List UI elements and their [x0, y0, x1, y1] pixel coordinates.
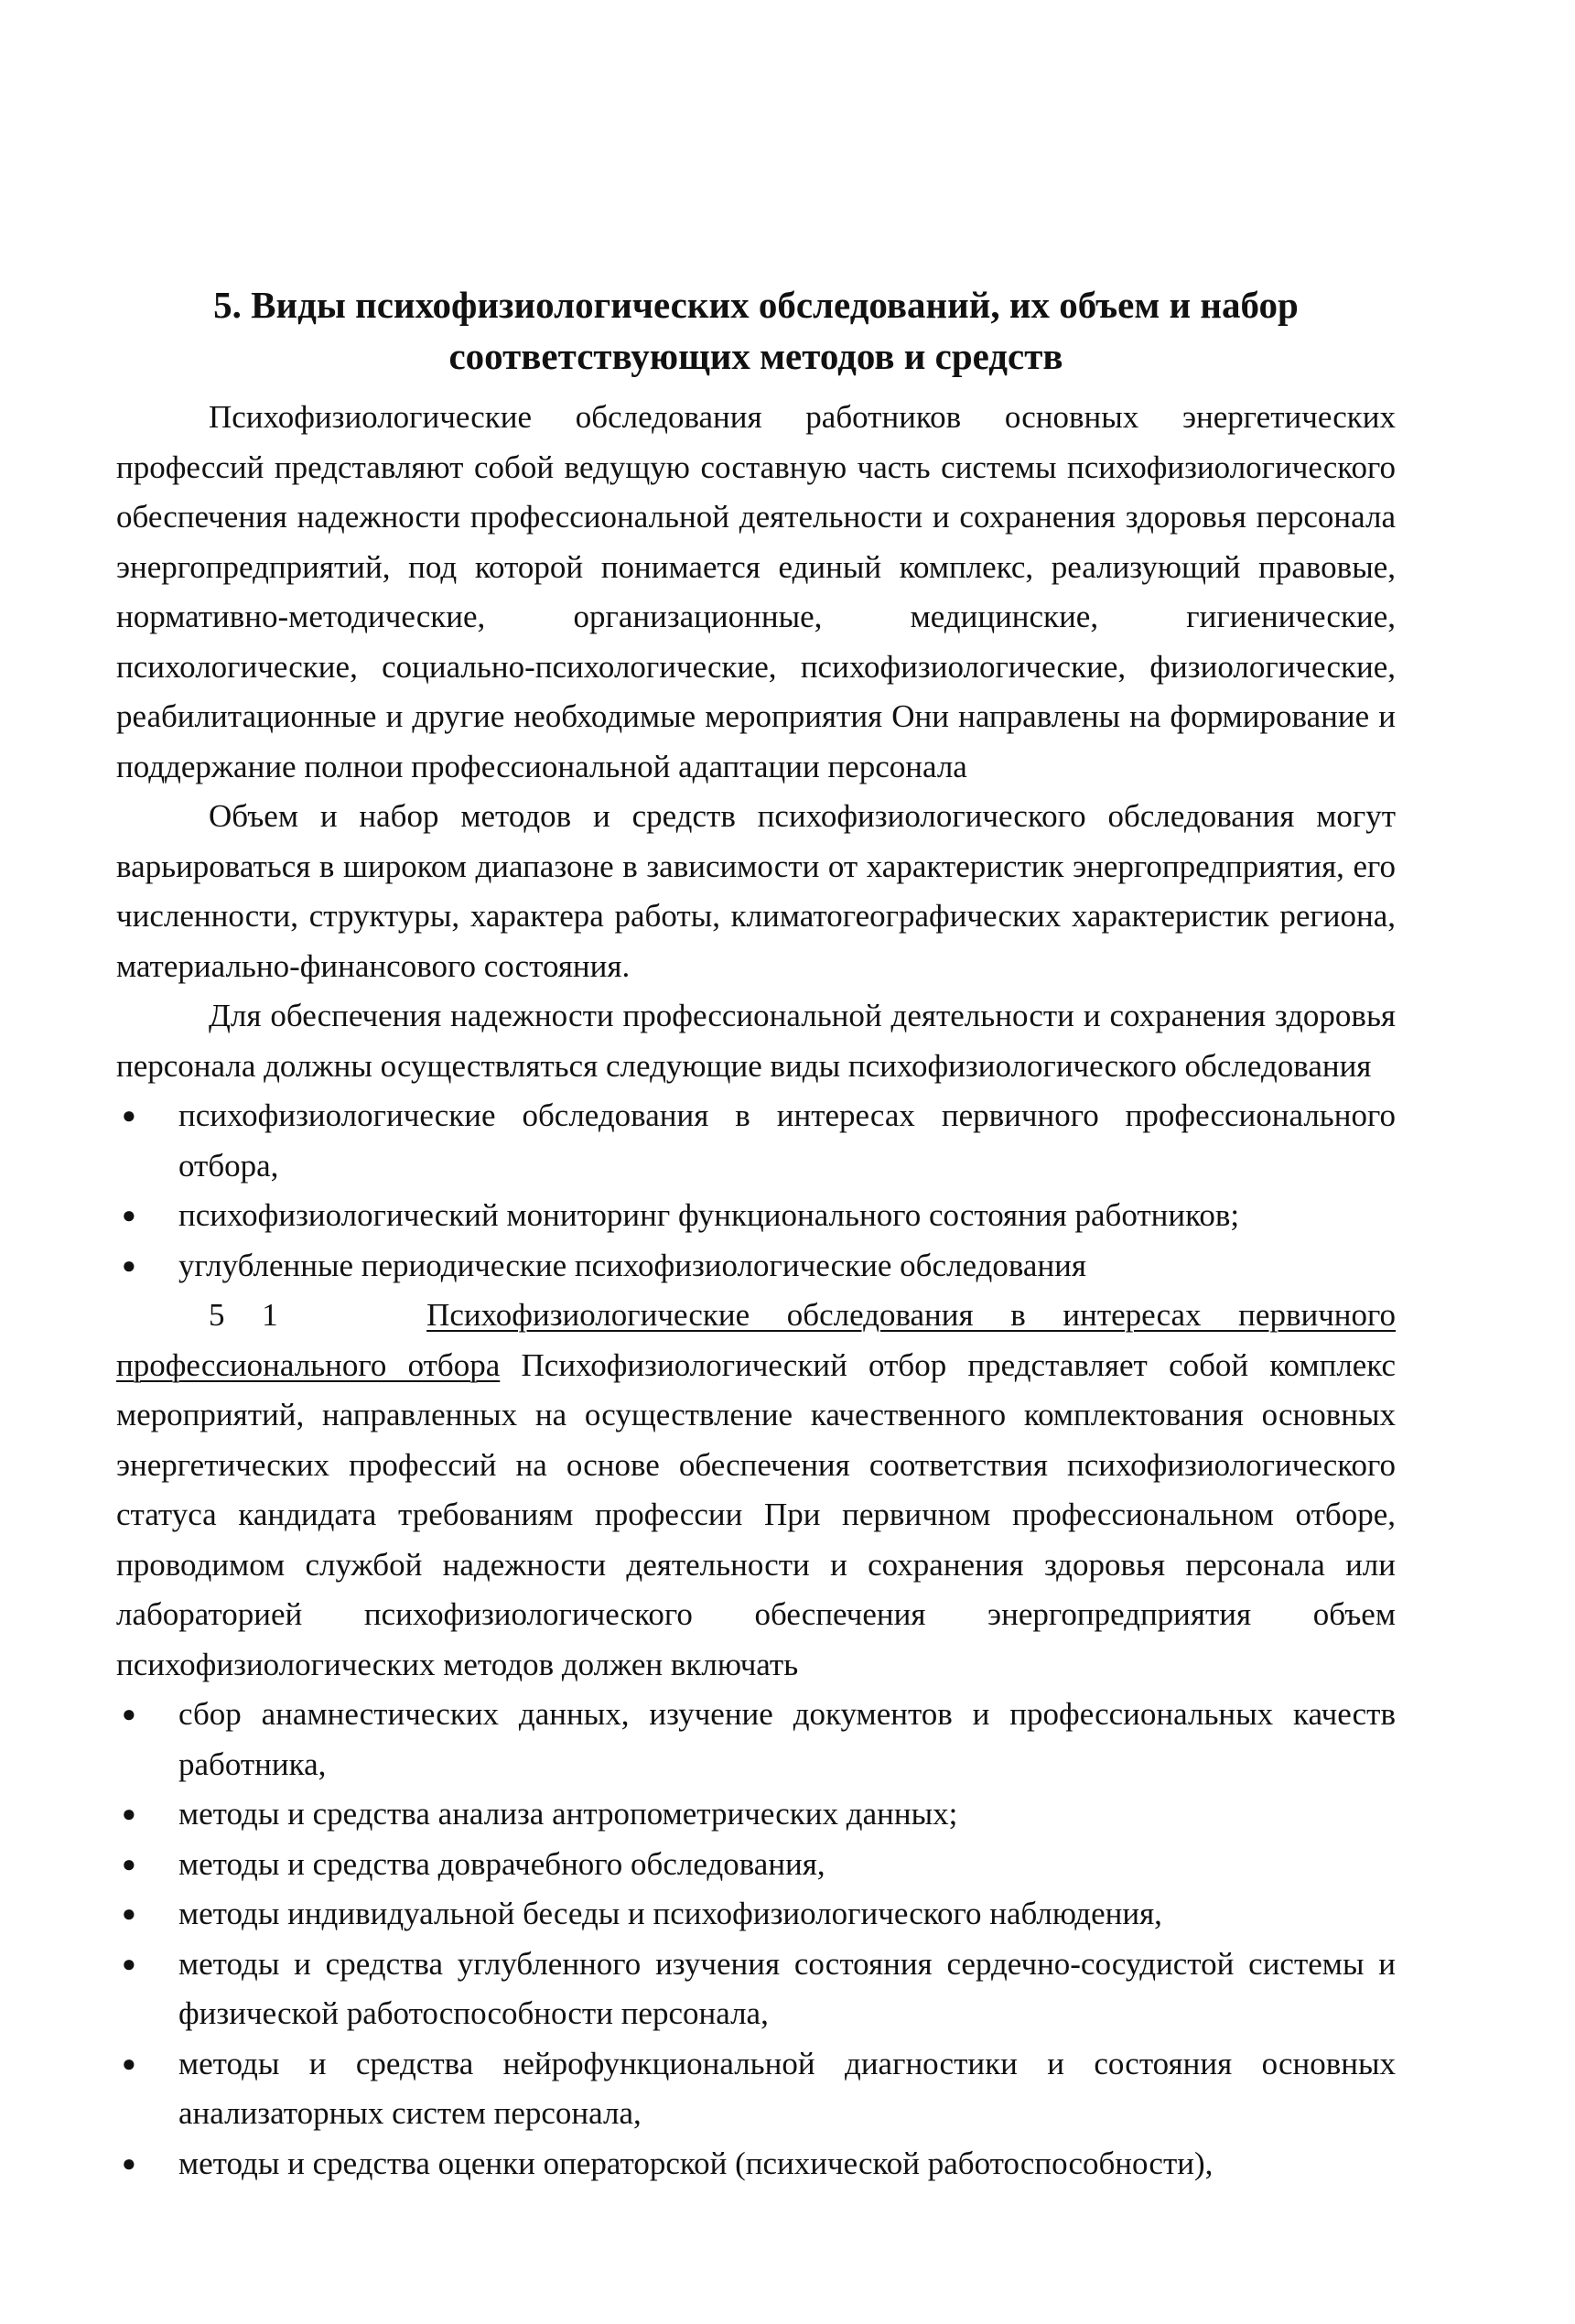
bullet-icon: ●	[122, 1202, 136, 1228]
list-item	[116, 2039, 1396, 2139]
list-item	[116, 1940, 1396, 2039]
subsection-5-1	[116, 1291, 1396, 1690]
list-item	[116, 1889, 1396, 1940]
bullet-icon: ●	[122, 1850, 136, 1877]
subsection-title: Психофизиологические обследования в интересах первичного профессионального отбора	[116, 1297, 1397, 1383]
list-item	[116, 2139, 1396, 2189]
list-item-text: методы и средства нейрофункциональной диагностики и состояния основных анализаторных систем персонала,	[178, 2045, 1396, 2131]
subsection-text: Психофизиологический отбор представляет собой комплекс мероприятий, направленных на осуществление качественного комплектования основных энергетических профессий на основе обеспечения соответствия психофизиологического статуса кандидата требованиям профессии При первичном профессиональном отборе, проводимом службой надежности деятельности и сохранения здоровья персонала или лабораторией психофизиологического обеспечения энергопредприятия объем психофизиологических методов должен включать	[116, 1346, 1396, 1682]
bullet-icon: ●	[122, 1900, 136, 1927]
list-item	[116, 1789, 1396, 1840]
bullet-icon: ●	[122, 2049, 136, 2077]
paragraph-scope: Объем и набор методов и средств психофизиологического обследования могут варьироваться в широком диапазоне в зависимости от характеристик энергопредприятия, его численности, структуры, характера работы, климатогеографических характеристик региона, материально-финансового состояния.	[116, 798, 1396, 984]
paragraph-types-intro: Для обеспечения надежности профессиональной деятельности и сохранения здоровья персонала должны осуществляться следующие виды психофизиологического обследования	[116, 998, 1396, 1084]
list-item-text: методы и средства доврачебного обследования,	[178, 1845, 825, 1882]
bullet-icon: ●	[122, 1251, 136, 1279]
list-item-text: методы и средства оценки операторской (психической работоспособности),	[178, 2145, 1214, 2181]
page-content	[116, 279, 1396, 2189]
list-item	[116, 1241, 1396, 1292]
list-item-text: психофизиологический мониторинг функционального состояния работников;	[178, 1197, 1240, 1233]
bullet-icon: ●	[122, 1800, 136, 1827]
bullet-icon: ●	[122, 1950, 136, 1977]
list-item-text: методы индивидуальной беседы и психофизиологического наблюдения,	[178, 1896, 1162, 1931]
subsection-number: 5 1	[209, 1297, 278, 1333]
bullet-icon: ●	[122, 2149, 136, 2177]
bullet-icon: ●	[122, 1701, 136, 1727]
list-item	[116, 1191, 1396, 1241]
list-item	[116, 1840, 1396, 1890]
paragraph-intro: Психофизиологические обследования работников основных энергетических профессий представляют собой ведущую составную часть системы психофизиологического обеспечения надежности профессиональной деятельности и сохранения здоровья персонала энергопредприятий, под которой понимается единый комплекс, реализующий правовые, нормативно-методические, организационные, медицинские, гигиенические, психологические, социально-психологические, психофизиологические, физиологические, реабилитационные и другие необходимые мероприятия Они направлены на формирование и поддержание полнои профессиональной адаптации персонала	[116, 399, 1396, 784]
bullet-icon: ●	[122, 1102, 136, 1129]
list-item-text: методы и средства углубленного изучения состояния сердечно-сосудистой системы и физической работоспособности персонала,	[178, 1945, 1396, 2031]
list-item-text: сбор анамнестических данных, изучение документов и профессиональных качеств работника,	[178, 1696, 1396, 1782]
section-heading: 5. Виды психофизиологических обследований, их объем и набор соответствующих методов и средств	[213, 284, 1299, 377]
bullet-list-exam-types	[116, 1091, 1396, 1291]
bullet-list-selection-methods	[116, 1690, 1396, 2189]
list-item-text: психофизиологические обследования в интересах первичного профессионального отбора,	[178, 1097, 1396, 1184]
list-item	[116, 1091, 1396, 1191]
list-item	[116, 1690, 1396, 1789]
list-item-text: методы и средства анализа антропометрических данных;	[178, 1796, 958, 1832]
list-item-text: углубленные периодические психофизиологические обследования	[178, 1247, 1086, 1283]
